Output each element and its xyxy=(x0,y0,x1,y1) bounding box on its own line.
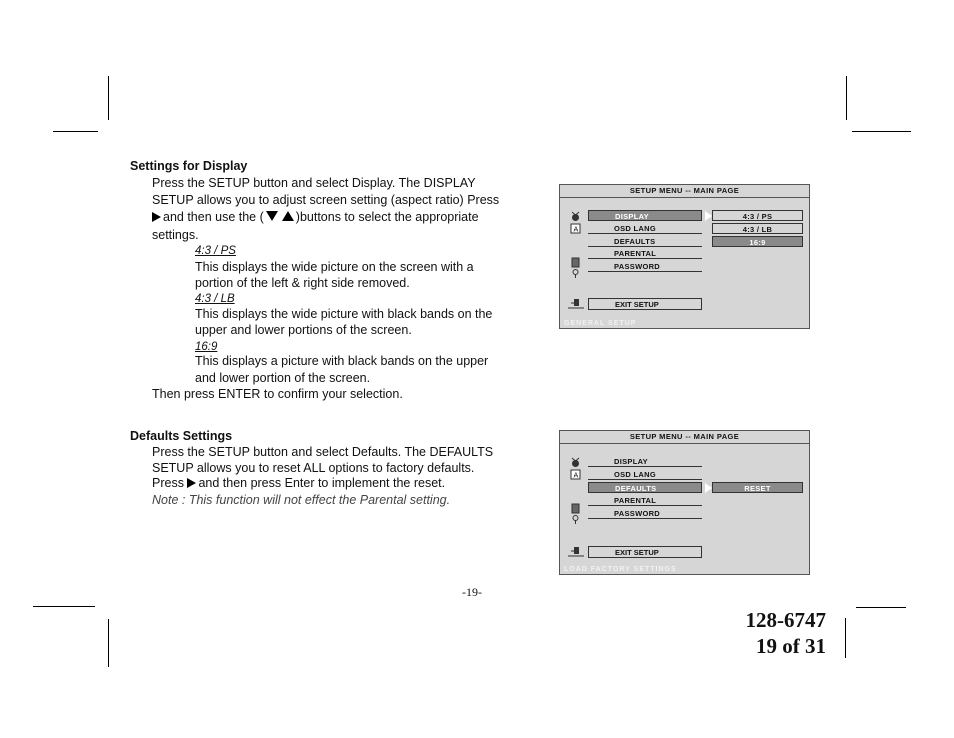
crop-mark xyxy=(108,76,109,120)
status-label: GENERAL SETUP xyxy=(564,320,637,327)
exit-setup-button[interactable]: EXIT SETUP xyxy=(588,298,702,310)
option-description: upper and lower portions of the screen. xyxy=(195,323,412,337)
menu-item-osd-lang[interactable]: OSD LANG xyxy=(588,223,702,234)
crop-mark xyxy=(108,619,109,667)
setup-menu-defaults xyxy=(559,430,810,575)
option-description: and lower portion of the screen. xyxy=(195,371,371,385)
play-arrow-icon xyxy=(152,212,161,222)
crop-mark xyxy=(852,131,911,132)
page-number: -19- xyxy=(462,585,482,599)
section-heading-defaults: Defaults Settings xyxy=(130,429,233,443)
section-heading-display: Settings for Display xyxy=(130,159,248,173)
menu-item-defaults[interactable]: DEFAULTS xyxy=(588,482,702,493)
option-4-3-ps[interactable]: 4:3 / PS xyxy=(712,210,803,221)
display-intro-line: SETUP allows you to adjust screen setting (aspect ratio) Press xyxy=(152,193,500,207)
crop-mark xyxy=(33,606,95,607)
status-label: LOAD FACTORY SETTINGS xyxy=(564,566,677,573)
crop-mark xyxy=(846,76,847,120)
option-description: portion of the left & right side removed. xyxy=(195,276,410,290)
play-arrow-icon xyxy=(187,478,196,488)
defaults-note: Note : This function will not effect the Parental setting. xyxy=(152,493,451,507)
option-description: This displays a picture with black bands on the upper xyxy=(195,354,489,368)
menu-item-osd-lang[interactable]: OSD LANG xyxy=(588,469,702,480)
display-tab-icon xyxy=(570,211,581,222)
crop-mark xyxy=(856,607,906,608)
display-intro-line: and then use the ( )buttons to select the appropriate xyxy=(152,209,479,225)
menu-item-defaults[interactable]: DEFAULTS xyxy=(588,236,702,247)
crop-mark xyxy=(53,131,98,132)
exit-setup-button[interactable]: EXIT SETUP xyxy=(588,546,702,558)
crop-mark xyxy=(845,618,846,658)
submenu-arrow-icon xyxy=(705,211,712,221)
submenu-arrow-icon xyxy=(705,483,712,493)
option-name: 4:3 / PS xyxy=(195,245,236,257)
menu-item-password[interactable]: PASSWORD xyxy=(588,261,702,272)
setup-menu-display xyxy=(559,184,810,329)
defaults-line: Press and then press Enter to implement the reset. xyxy=(152,476,446,490)
display-closing: Then press ENTER to confirm your selection. xyxy=(152,387,403,401)
up-arrow-icon xyxy=(282,211,294,221)
menu-item-parental[interactable]: PARENTAL xyxy=(588,495,702,506)
exit-icon xyxy=(568,298,584,309)
menu-title: SETUP MENU -- MAIN PAGE xyxy=(560,431,809,444)
reset-button[interactable]: RESET xyxy=(712,482,803,493)
defaults-line: Press the SETUP button and select Defaults. The DEFAULTS xyxy=(152,445,494,459)
svg-text:A: A xyxy=(573,225,579,234)
option-16-9[interactable]: 16:9 xyxy=(712,236,803,247)
display-tab-icon xyxy=(570,457,581,468)
menu-item-parental[interactable]: PARENTAL xyxy=(588,248,702,259)
display-intro-line: settings. xyxy=(152,228,199,242)
svg-text:A: A xyxy=(573,471,579,480)
lock-tab-icon xyxy=(570,503,581,525)
option-description: This displays the wide picture with black bands on the xyxy=(195,307,493,321)
option-description: This displays the wide picture on the screen with a xyxy=(195,260,474,274)
menu-item-display[interactable]: DISPLAY xyxy=(588,210,702,221)
page-count: 19 of 31 xyxy=(756,634,826,658)
exit-icon xyxy=(568,546,584,557)
down-arrow-icon xyxy=(266,211,278,221)
display-intro-line: Press the SETUP button and select Display. The DISPLAY xyxy=(152,176,476,190)
option-name: 16:9 xyxy=(195,341,218,353)
lock-tab-icon xyxy=(570,257,581,279)
menu-item-password[interactable]: PASSWORD xyxy=(588,508,702,519)
menu-item-display[interactable]: DISPLAY xyxy=(588,456,702,467)
menu-title: SETUP MENU -- MAIN PAGE xyxy=(560,185,809,198)
language-tab-icon xyxy=(570,469,581,480)
option-name: 4:3 / LB xyxy=(195,293,235,305)
defaults-line: SETUP allows you to reset ALL options to factory defaults. xyxy=(152,461,475,475)
document-id: 128-6747 xyxy=(745,608,826,632)
option-4-3-lb[interactable]: 4:3 / LB xyxy=(712,223,803,234)
language-tab-icon xyxy=(570,223,581,234)
